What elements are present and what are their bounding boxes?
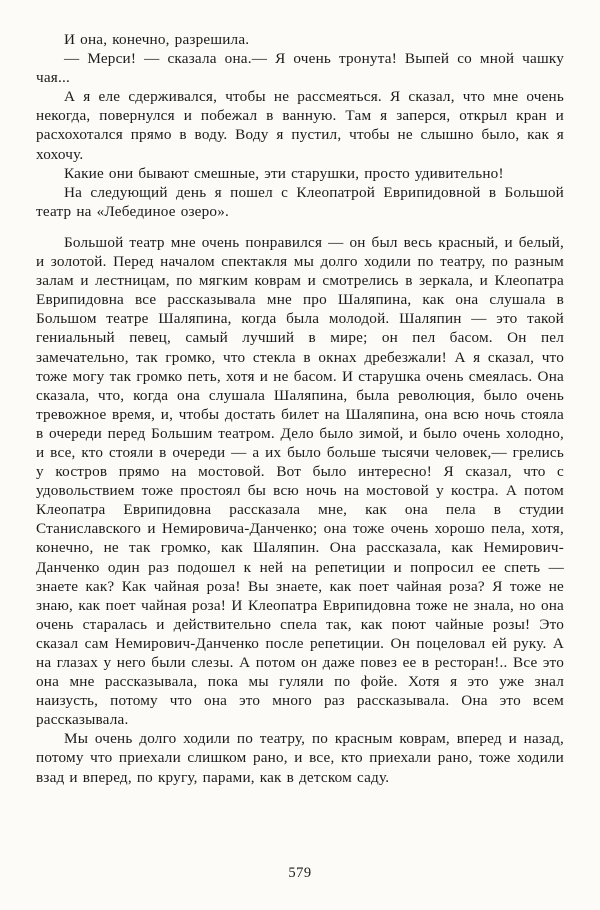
- paragraph: Какие они бывают смешные, эти старушки, просто удивительно!: [64, 164, 504, 182]
- paragraph: Большой театр мне очень понравился — он был весь красный, и белый, и золотой. Перед началом спектакля мы долго ходили по театру, по разным залам и лестницам, по мягким коврам и смотрелись в зеркала, и Клеопатра Еврипидовна все рассказывала мне про Шаляпина, как она слушала в Большом театре Шаляпина, когда была молодой. Шаляпин — это такой гениальный певец, самый лучший в мире; он пел басом. Он пел замечательно, так громко, что стекла в окнах дребезжали! А я сказал, что тоже могу так громко петь, хотя и не басом. И старушка очень смеялась. Она сказала, что, когда она слушала Шаляпина, была революция, было очень тревожное время, и, чтобы достать билет на Шаляпина, она всю ночь стояла в очереди перед Большим театром. Дело было зимой, и было очень холодно, и все, кто стояли в очереди — а их было больше тысячи человек,— грелись у костров прямо на мостовой. Вот было интересно! Я сказал, что с удовольствием тоже простоял бы всю ночь на мостовой у костра. А потом Клеопатра Еврипидовна рассказала мне, как она пела в студии Станиславского и Немировича-Данченко; она тоже очень хорошо пела, хотя, конечно, не так громко, как Шаляпин. Она рассказала, как Немирович-Данченко один раз подошел к ней на репетиции и попросил ее спеть — знаете как? Как чайная роза! Вы знаете, как поет чайная роза? Я тоже не знаю, как поет чайная роза! И Клеопатра Еврипидовна тоже не знала, но она очень старалась и действительно спела так, как поют чайные розы! Это сказал сам Немирович-Данченко после репетиции. Он поцеловал ей руку. А на глазах у него были слезы. А потом он даже повез ее в ресторан!.. Все это она мне рассказывала, пока мы гуляли по фойе. Хотя я это уже знал наизусть, потому что она это много раз рассказывала. Она это всем рассказывала.: [36, 233, 564, 729]
- page-text: [36, 30, 564, 787]
- paragraph: И она, конечно, разрешила.: [64, 31, 250, 48]
- page-number: 579: [288, 865, 312, 881]
- paragraph: — Мерси! — сказала она.— Я очень тронута! Выпей со мной чашку чая...: [36, 50, 564, 87]
- paragraph: А я еле сдерживался, чтобы не рассмеяться. Я сказал, что мне очень некогда, повернулся и побежал в ванную. Там я заперся, открыл кран и расхохотался прямо в воду. Воду я пустил, чтобы не слышно было, как я хохочу.: [36, 88, 564, 163]
- paragraph: Мы очень долго ходили по театру, по красным коврам, вперед и назад, потому что приехали слишком рано, и все, кто приехали рано, тоже ходили взад и вперед, по кругу, парами, как в детском саду.: [36, 730, 564, 786]
- paragraph: На следующий день я пошел с Клеопатрой Еврипидовной в Большой театр на «Лебединое озеро».: [36, 183, 564, 220]
